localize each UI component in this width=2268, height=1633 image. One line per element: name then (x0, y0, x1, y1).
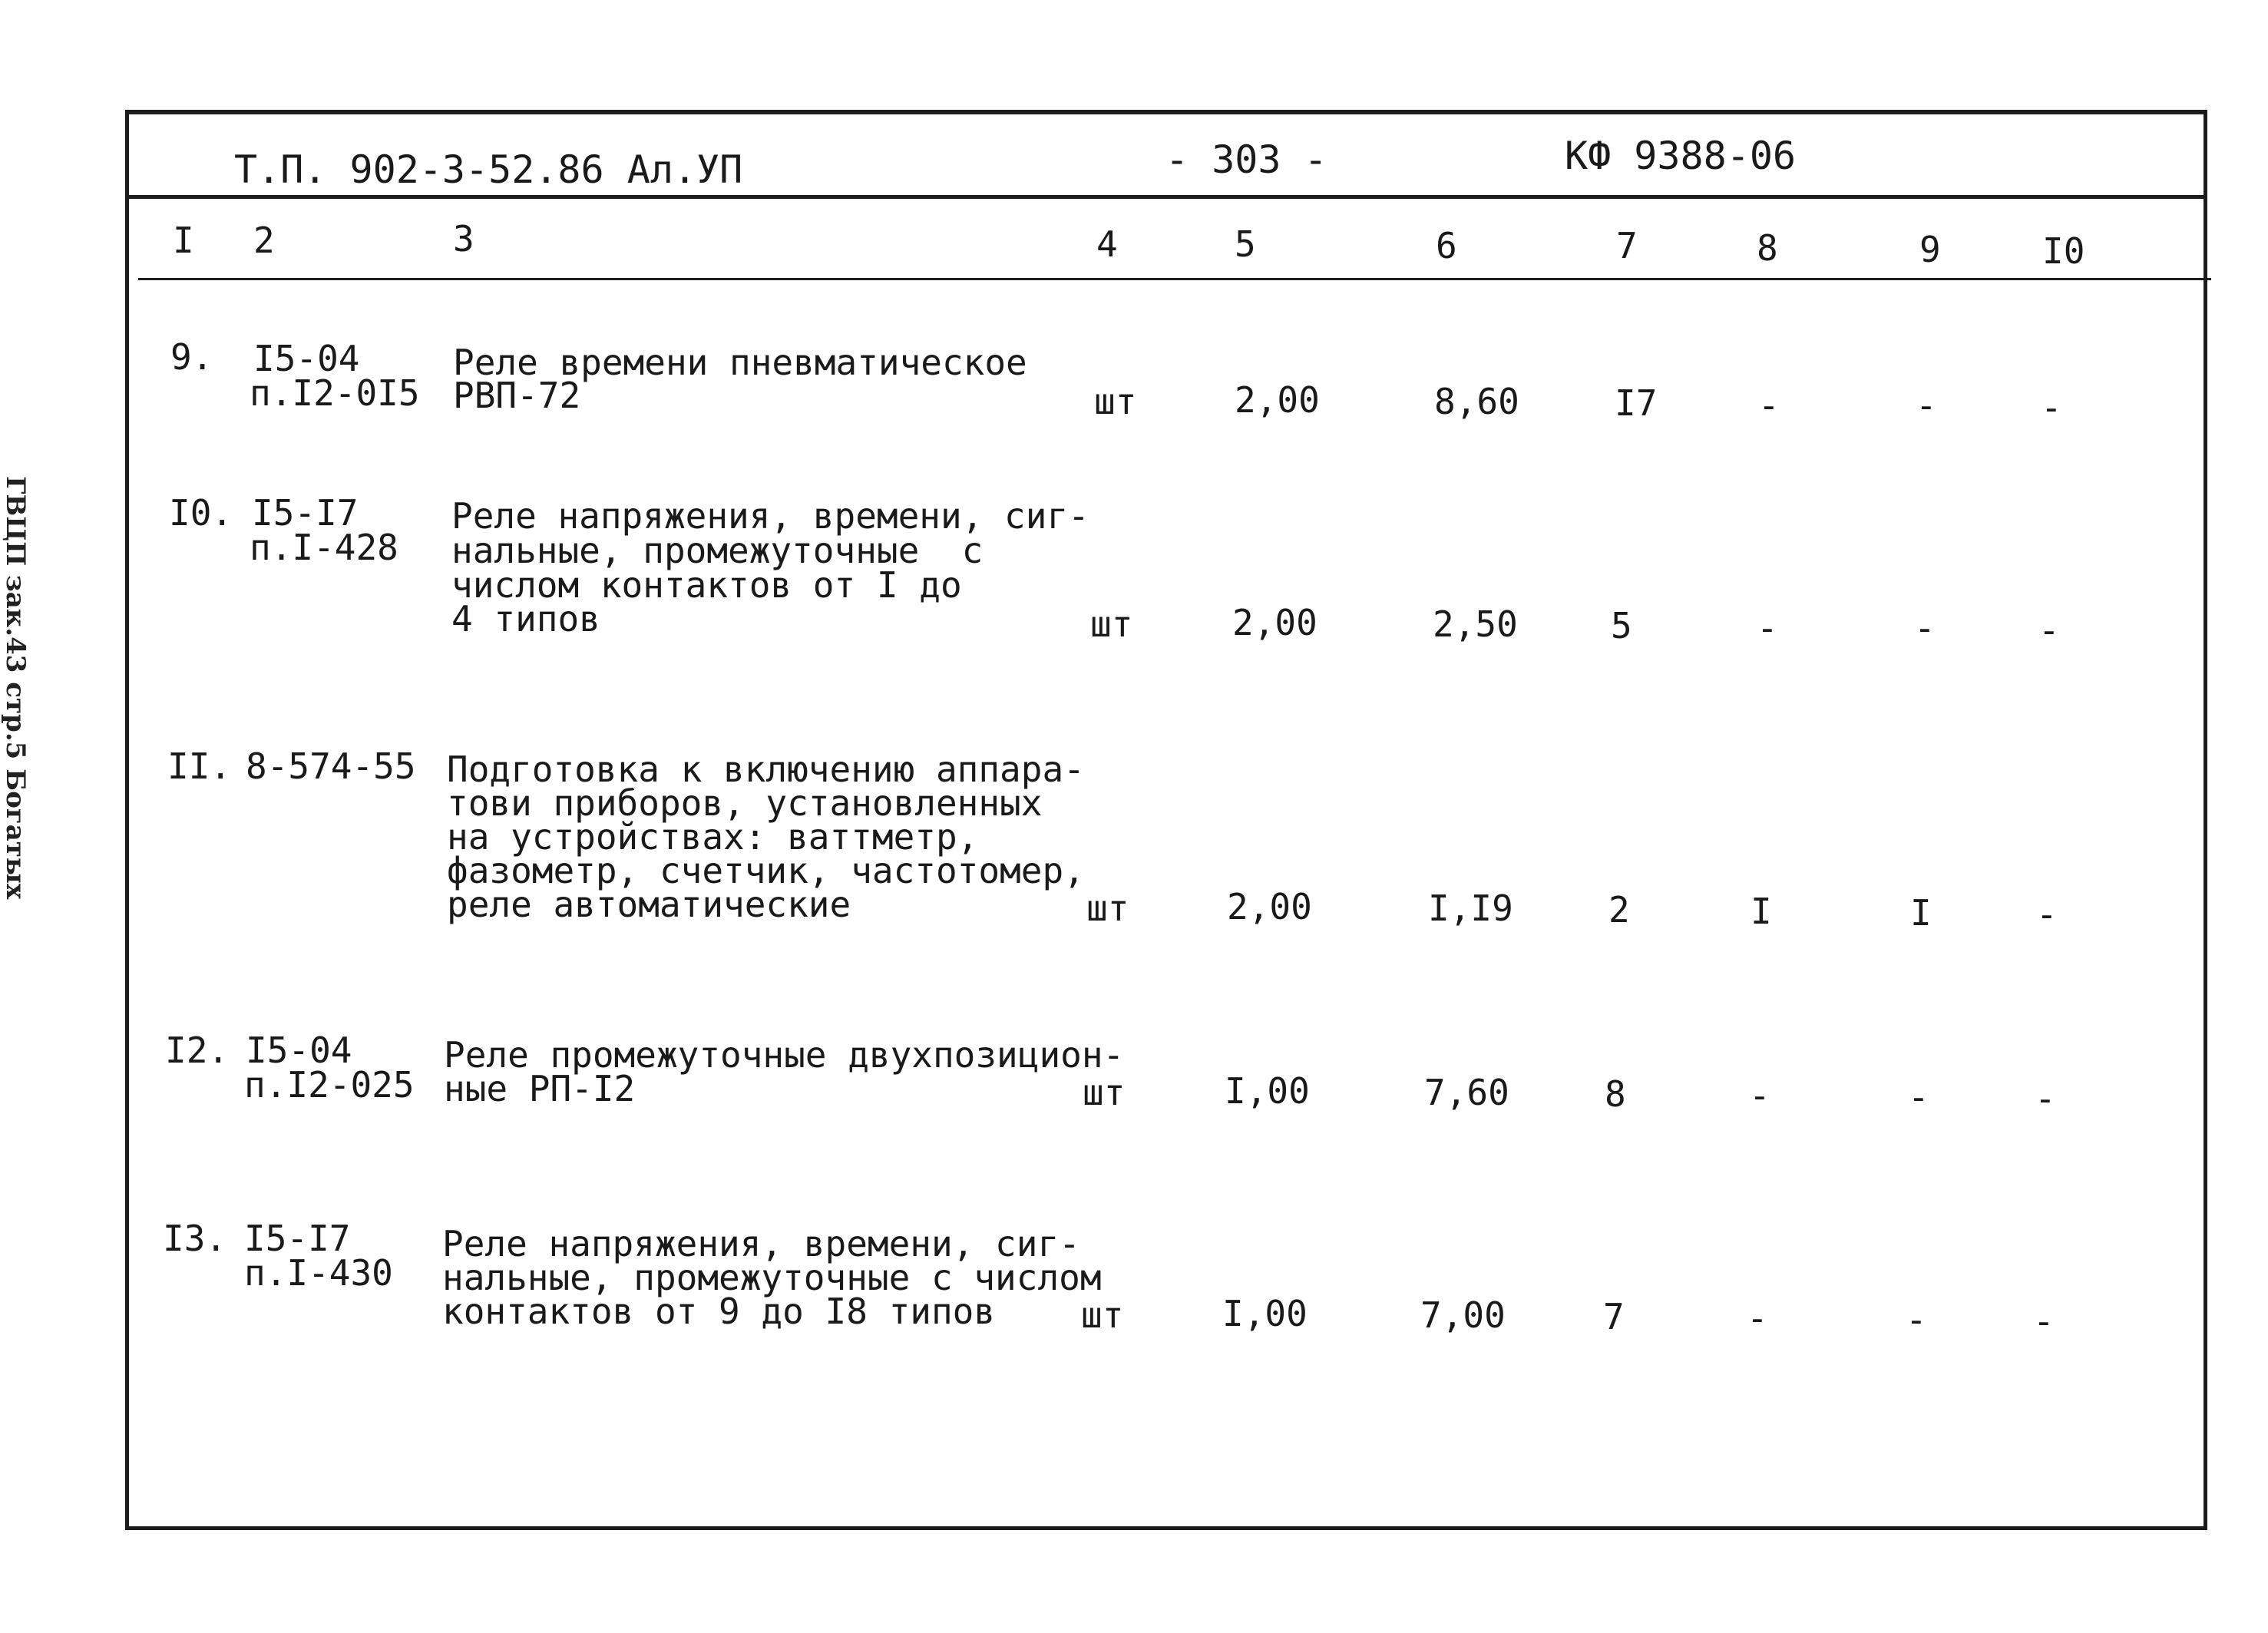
row-12-number: I2. (165, 1030, 230, 1071)
row-10-col10: - (2038, 610, 2060, 651)
row-9-rate: 8,60 (1434, 381, 1519, 422)
row-10-quantity: 2,00 (1232, 602, 1317, 643)
column-header-10: I0 (2042, 230, 2085, 272)
row-11-col9: I (1910, 892, 1932, 934)
row-13-code-line2: п.I-430 (244, 1252, 393, 1294)
table-frame (125, 110, 2207, 1530)
row-10-total: 5 (1611, 605, 1632, 646)
row-13-rate: 7,00 (1420, 1294, 1506, 1336)
row-9-col9: - (1916, 385, 1937, 426)
document-code: КФ 9388-06 (1565, 134, 1797, 178)
column-header-6: 6 (1436, 225, 1457, 266)
row-12-code-line1: I5-04 (246, 1030, 352, 1071)
row-10-code-line2: п.I-428 (250, 527, 398, 568)
row-9-code-line1: I5-04 (253, 338, 360, 379)
row-12-rate: 7,60 (1424, 1072, 1509, 1113)
row-11-rate: I,I9 (1428, 888, 1513, 929)
row-12-code-line2: п.I2-025 (244, 1064, 415, 1106)
row-13-total: 7 (1603, 1296, 1625, 1337)
row-12-col9: - (1908, 1076, 1929, 1118)
row-11-description-line2: тови приборов, установленных (447, 782, 1043, 824)
row-12-col8: - (1749, 1075, 1770, 1116)
row-13-unit: шт (1081, 1294, 1124, 1336)
row-10-unit: шт (1090, 603, 1133, 645)
row-9-code-line2: п.I2-0I5 (250, 372, 420, 414)
row-9-description-line1: Реле времени пневматическое (453, 342, 1027, 383)
row-13-quantity: I,00 (1222, 1293, 1308, 1334)
column-header-7: 7 (1616, 225, 1638, 266)
row-13-description-line2: нальные, промежуточные с числом (442, 1257, 1102, 1298)
row-9-total: I7 (1615, 382, 1658, 424)
row-10-rate: 2,50 (1433, 603, 1518, 645)
row-12-total: 8 (1605, 1073, 1626, 1115)
row-10-col8: - (1757, 607, 1778, 649)
row-9-description-line2: РВП-72 (453, 375, 581, 416)
document-reference: Т.П. 902-3-52.86 Ал.УП (234, 147, 743, 192)
page-number: - 303 - (1165, 137, 1327, 182)
row-12-quantity: I,00 (1225, 1070, 1310, 1112)
column-header-4: 4 (1096, 223, 1118, 265)
column-header-3: 3 (453, 218, 474, 259)
row-13-col9: - (1906, 1299, 1927, 1340)
row-11-col10: - (2036, 894, 2058, 935)
row-11-description-line1: Подготовка к включению аппара- (447, 749, 1085, 790)
row-11-code-line1: 8-574-55 (246, 745, 416, 787)
row-10-code-line1: I5-I7 (252, 492, 359, 534)
row-13-description-line3: контактов от 9 до I8 типов (442, 1291, 996, 1332)
column-header-9: 9 (1919, 229, 1941, 270)
row-13-description-line1: Реле напряжения, времени, сиг- (442, 1223, 1080, 1264)
row-9-number: 9. (170, 336, 213, 378)
row-12-col10: - (2035, 1078, 2056, 1119)
row-13-number: I3. (163, 1218, 227, 1259)
header-divider (125, 195, 2207, 199)
row-9-unit: шт (1094, 381, 1137, 422)
row-13-col10: - (2033, 1301, 2055, 1342)
column-header-1: I (173, 220, 194, 261)
row-10-description-line1: Реле напряжения, времени, сиг- (451, 495, 1089, 537)
row-11-description-line5: реле автоматические (447, 884, 851, 925)
row-11-number: II. (167, 745, 232, 787)
archive-stamp: ГВЦП зак.43 стр.5 Богатых (0, 476, 31, 900)
row-13-code-line1: I5-I7 (244, 1218, 351, 1259)
row-9-quantity: 2,00 (1235, 379, 1320, 421)
row-12-unit: шт (1083, 1072, 1126, 1113)
row-10-description-line4: 4 типов (451, 598, 600, 640)
row-10-description-line2: нальные, промежуточные с (451, 530, 984, 571)
row-10-description-line3: числом контактов от I до (451, 564, 962, 606)
column-header-2: 2 (253, 220, 275, 261)
row-10-col9: - (1914, 607, 1936, 649)
row-13-col8: - (1747, 1297, 1768, 1339)
row-12-description-line1: Реле промежуточные двухпозицион- (444, 1034, 1125, 1076)
row-11-col8: I (1751, 891, 1772, 932)
row-9-col10: - (2041, 387, 2062, 428)
column-header-8: 8 (1757, 227, 1778, 269)
column-header-divider (138, 278, 2211, 280)
row-11-description-line4: фазометр, счетчик, частотомер, (447, 850, 1085, 891)
row-12-description-line2: ные РП-I2 (444, 1068, 636, 1109)
row-11-total: 2 (1608, 889, 1630, 931)
row-11-description-line3: на устройствах: ваттметр, (447, 816, 979, 858)
column-header-5: 5 (1235, 223, 1256, 265)
row-10-number: I0. (169, 492, 233, 534)
row-11-quantity: 2,00 (1227, 886, 1312, 927)
row-9-col8: - (1758, 385, 1780, 426)
row-11-unit: шт (1086, 888, 1129, 929)
